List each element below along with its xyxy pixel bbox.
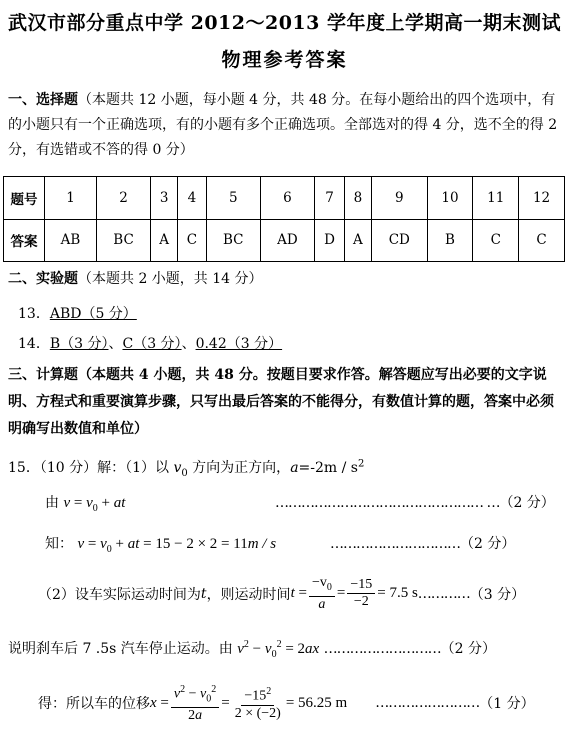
table-cell: D (315, 219, 345, 262)
line-text: ，则运动时间 (206, 586, 291, 603)
q14-separator: 、 (108, 336, 123, 352)
unit: m / s (247, 536, 277, 552)
var-t: t (200, 585, 207, 602)
section2-description: （本题共 2 小题，共 14 分） (78, 271, 263, 287)
leader-dots: ………………………… (330, 536, 460, 552)
score: （3 分） (469, 586, 526, 603)
denominator: −2 (353, 594, 369, 610)
q15-line2 (45, 533, 276, 555)
equation-result: = 7.5 s (377, 585, 418, 602)
superscript: 2 (358, 458, 365, 470)
q15-line2-tail (330, 533, 515, 553)
denominator: 2 × (−2) (234, 706, 281, 722)
q15-line1-tail (275, 492, 555, 512)
section1-description: （本题共 12 小题，每小题 4 分，共 48 分。在每小题给出的四个选项中，有的小题只有一个正确选项，有的小题有多个正确选项。全部选对的得 4 分，选不全的得 2 分，有选错或不答的得 0 分） (8, 92, 558, 158)
q14-answer-a: B（3 分） (49, 336, 109, 352)
table-cell: 5 (206, 177, 260, 220)
table-cell: B (427, 219, 473, 262)
table-header-answer: 答案 (4, 219, 45, 262)
q15-line3 (38, 575, 525, 613)
var-v: v (173, 460, 182, 476)
line-text: （2）设车实际运动时间为 (38, 586, 201, 603)
q13-number: 13． (18, 306, 50, 322)
fraction: $\frac{v^2 - v_0^2}{2a}$ (171, 682, 219, 724)
table-row-answers (4, 219, 565, 262)
table-cell: 4 (178, 177, 207, 220)
table-cell: 3 (151, 177, 178, 220)
leader-dots: ……………………… (323, 641, 441, 657)
q14-separator: 、 (181, 336, 196, 352)
q15-line1 (45, 492, 125, 514)
table-cell: 11 (473, 177, 519, 220)
q14-answer-b: C（3 分） (122, 336, 182, 352)
table-cell: BC (97, 219, 151, 262)
table-cell: 1 (45, 177, 97, 220)
table-cell: 7 (315, 177, 345, 220)
score: （2 分） (440, 641, 497, 657)
equation: $v^2 - v_0^2 = 2ax$ (237, 639, 320, 660)
table-row-numbers (4, 177, 565, 220)
numerator: −15 (347, 577, 375, 594)
score: （2 分） (460, 536, 516, 552)
numerator: −15 (244, 689, 267, 705)
table-cell: 10 (427, 177, 473, 220)
equation-result: = 15 − 2 × 2 = 11 (139, 536, 248, 552)
q14-number: 14． (18, 336, 50, 352)
leader-dots: ………………………………………… … (275, 495, 500, 511)
answer-table (3, 176, 565, 262)
score: （1 分） (479, 696, 535, 713)
var-a: a (290, 460, 299, 476)
q13-line (18, 303, 137, 323)
table-cell: AD (260, 219, 314, 262)
section1-intro (8, 88, 564, 163)
q13-answer: ABD（5 分） (49, 306, 137, 322)
equation: $v = v_0$ + at = 15 − 2 × 2 = 11m / s (77, 536, 277, 555)
leader-dots: ………… (417, 585, 470, 602)
line-prefix: 知： (45, 536, 73, 552)
equation: $v = v_0$ + at (63, 495, 126, 514)
line-text: 得：所以车的位移 (38, 696, 150, 713)
table-cell: A (344, 219, 371, 262)
table-cell: AB (45, 219, 97, 262)
table-cell: 6 (260, 177, 314, 220)
score: （2 分） (499, 495, 555, 511)
equation: t = $\frac{-v_0}{a}$ = $\frac{-15}{-2}$ = 7.5 s (290, 575, 418, 612)
section2-heading-line (8, 268, 263, 288)
table-cell: 8 (344, 177, 371, 220)
q15-intro (8, 457, 364, 479)
fraction: $\frac{-v_0}{a}$ (309, 575, 335, 613)
section3-heading: 三、计算题（本题共 4 小题，共 48 分。按题目要求作答。解答题应写出必要的文字说明、方程式和重要演算步骤，只写出最后答案的不能得分，有数值计算的题，答案中必须明确写出数值和单位） (8, 367, 554, 437)
subscript: 0 (181, 467, 188, 479)
line-text: 说明刹车后 7 .5s 汽车停止运动。由 (8, 641, 238, 657)
fraction (347, 577, 375, 610)
equation-result: = 56.25 m (285, 694, 348, 711)
q15-intro-text: =-2m / s (298, 460, 358, 476)
table-cell: BC (206, 219, 260, 262)
table-cell: A (151, 219, 178, 262)
table-cell: 9 (371, 177, 427, 220)
document-subtitle: 物理参考答案 (221, 49, 348, 71)
line-prefix: 由 (45, 495, 59, 511)
table-cell: CD (371, 219, 427, 262)
q14-answer-c: 0.42（3 分） (195, 336, 283, 352)
table-cell: C (519, 219, 565, 262)
numerator: −v (311, 575, 327, 590)
document-title: 武汉市部分重点中学 2012～2013 学年度上学期高一期末测试 (8, 12, 561, 34)
table-header-number: 题号 (4, 177, 45, 220)
section2-heading: 二、实验题 (8, 271, 78, 287)
equation: x = $\frac{v^2 - v_0^2}{2a}$ = $\frac{-15^2}{2 \times (-2)}$ = 56.25 m (150, 684, 348, 724)
denominator: a (318, 596, 326, 612)
fraction: $\frac{-15^2}{2 \times (-2)}$ (232, 684, 284, 722)
section1-heading: 一、选择题 (8, 92, 78, 108)
q15-intro-text: 15．（10 分）解：（1）以 (8, 460, 174, 476)
table-cell: 2 (97, 177, 151, 220)
q15-line4 (8, 638, 496, 660)
q14-line (18, 333, 282, 353)
leader-dots: …………………… (375, 695, 480, 712)
q15-intro-text: 方向为正方向， (187, 460, 291, 476)
table-cell: C (473, 219, 519, 262)
table-cell: 12 (519, 177, 565, 220)
q15-line5 (38, 682, 535, 724)
table-cell: C (178, 219, 207, 262)
